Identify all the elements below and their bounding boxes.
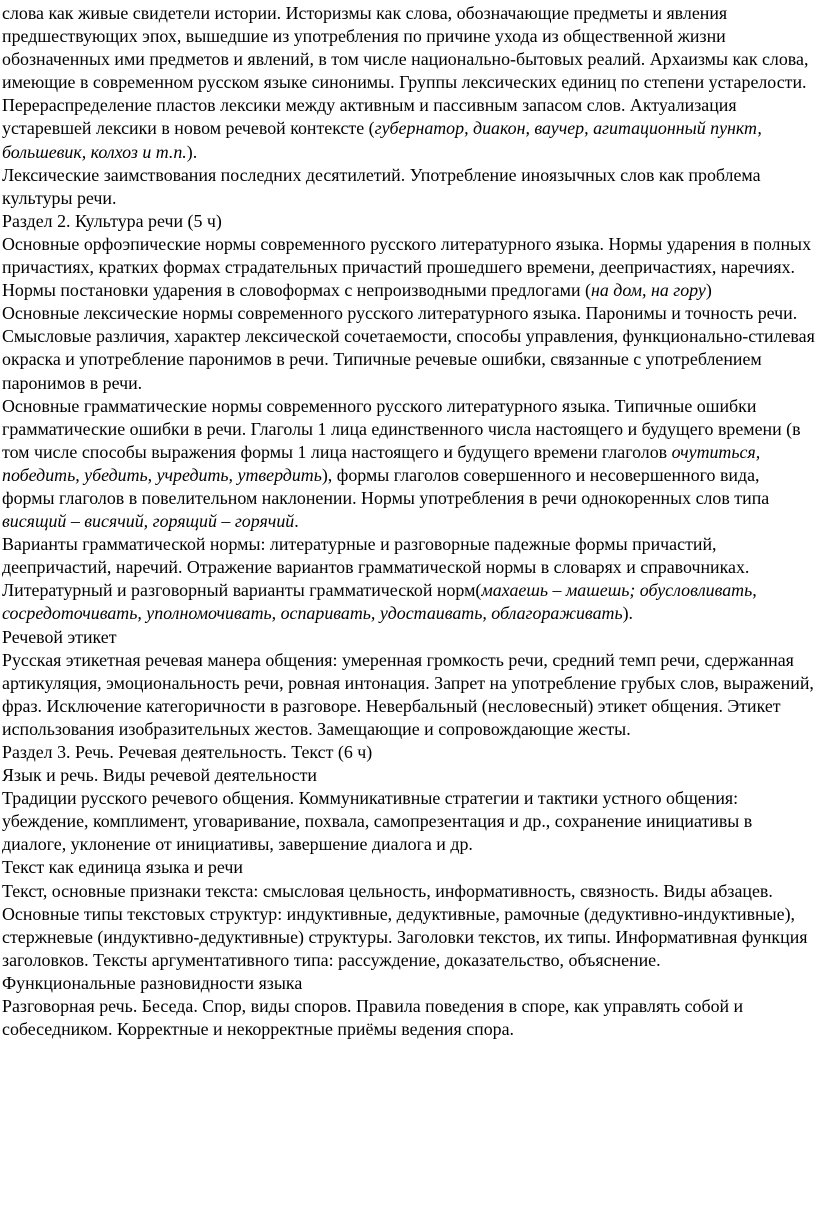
examples-italic: на дом, на гору (590, 280, 706, 301)
language-and-speech-heading: Язык и речь. Виды речевой деятельности (2, 765, 317, 786)
examples-italic: висящий – висячий, горящий – горячий (2, 511, 295, 532)
examples-italic: махаешь – машешь; обусловливать, сосредоточивать, уполномочивать, оспаривать, удостаивать, облагораживать (2, 580, 757, 624)
paragraph-etiquette: Русская этикетная речевая манера общения: умеренная громкость речи, средний темп речи, сдержанная артикуляция, эмоциональность речи, ровная интонация. Запрет на употребление грубых слов, выражений, фраз. Исключение категоричности в разговоре. Невербальный (несловесный) этикет общения. Этикет использования изобразительных жестов. Замещающие и сопровождающие жесты. (2, 649, 814, 739)
text-as-unit-heading: Текст как единица языка и речи (2, 857, 243, 878)
paragraph-communication-traditions: Традиции русского речевого общения. Коммуникативные стратегии и тактики устного общения: убеждение, комплимент, уговаривание, похвала, самопрезентация и др., сохранение инициативы в диалоге, уклонение от инициативы, завершение диалога и др. (2, 788, 753, 855)
paragraph-lexicon-history: слова как живые свидетели истории. Историзмы как слова, обозначающие предметы и явления предшествующих эпох, вышедшие из употребления по причине ухода из общественной жизни обозначенных ими предметов и явлений, в том числе национально-бытовых реалий. Архаизмы как слова, имеющие в современном русском языке синонимы. Группы лексических единиц по степени устарелости. Перераспределение пластов лексики между активным и пассивным запасом слов. Актуализация устаревшей лексики в новом речевой контексте (губернатор, диакон, ваучер, агитационный пункт, большевик, колхоз и т.п.). (2, 3, 809, 162)
paragraph-text-features: Текст, основные признаки текста: смысловая цельность, информативность, связность. Виды абзацев. Основные типы текстовых структур: индуктивные, дедуктивные, рамочные (дедуктивно-индуктивные), стержневые (индуктивно-дедуктивные) структуры. Заголовки текстов, их типы. Информативная функция заголовков. Тексты аргументативного типа: рассуждение, доказательство, объяснение. (2, 880, 808, 970)
paragraph-grammar-variants: Варианты грамматической нормы: литературные и разговорные падежные формы причастий, деепричастий, наречий. Отражение вариантов грамматической нормы в словарях и справочниках. Литературный и разговорный варианты грамматической норм(махаешь – машешь; обусловливать, сосредоточивать, уполномочивать, оспаривать, удостаивать, облагораживать). (2, 534, 757, 624)
speech-etiquette-heading: Речевой этикет (2, 626, 117, 647)
paragraph-grammar-norms: Основные грамматические нормы современного русского литературного языка. Типичные ошибки грамматические ошибки в речи. Глаголы 1 лица единственного числа настоящего и будущего времени (в том числе способы выражения формы 1 лица настоящего и будущего времени глаголов очутиться, победить, убедить, учредить, утвердить), формы глаголов совершенного и несовершенного вида, формы глаголов в повелительном наклонении. Нормы употребления в речи однокоренных слов типа висящий – висячий, горящий – горячий. (2, 395, 801, 532)
section-3-heading: Раздел 3. Речь. Речевая деятельность. Текст (6 ч) (2, 742, 373, 762)
section-2-heading: Раздел 2. Культура речи (5 ч) (2, 210, 222, 231)
paragraph-orthoepic-norms: Основные орфоэпические нормы современного русского литературного языка. Нормы ударения в полных причастиях, кратких формах страдательных причастий прошедшего времени, деепричастиях, наречиях. Нормы постановки ударения в словоформах с непроизводными предлогами (на дом, на гору) (2, 233, 812, 301)
paragraph-lexical-norms: Основные лексические нормы современного русского литературного языка. Паронимы и точность речи. Смысловые различия, характер лексической сочетаемости, способы управления, функционально-стилевая окраска и употребление паронимов в речи. Типичные речевые ошибки, связанные с употреблением паронимов в речи. (2, 303, 815, 393)
examples-italic: губернатор, диакон, ваучер, агитационный пункт, большевик, колхоз и т.п. (2, 118, 762, 162)
functional-varieties-heading: Функциональные разновидности языка (2, 972, 303, 993)
paragraph-borrowings: Лексические заимствования последних десятилетий. Употребление иноязычных слов как проблема культуры речи. (2, 164, 761, 208)
examples-italic: очутиться, победить, убедить, учредить, утвердить (2, 441, 761, 485)
paragraph-colloquial-speech: Разговорная речь. Беседа. Спор, виды споров. Правила поведения в споре, как управлять собой и собеседником. Корректные и некорректные приёмы ведения спора. (2, 996, 744, 1040)
